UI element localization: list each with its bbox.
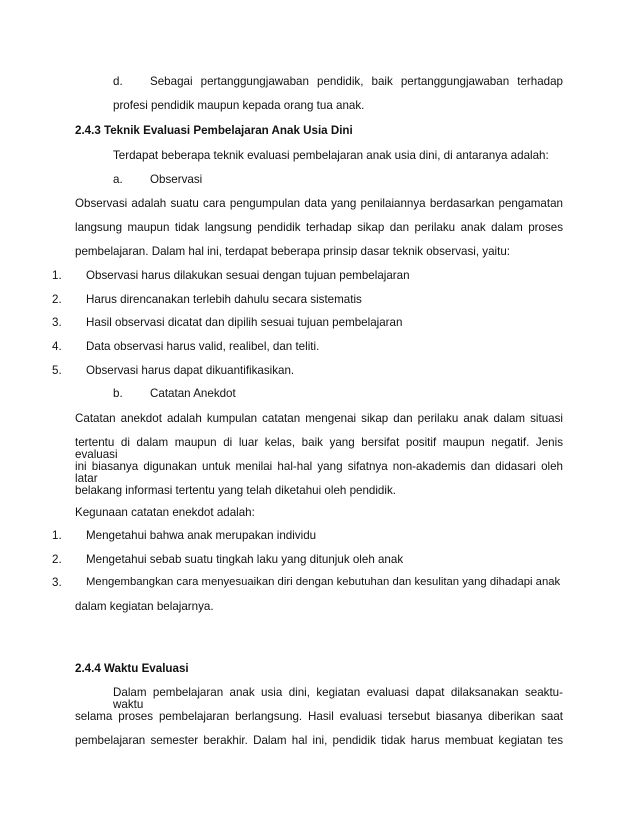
- list-number: 1.: [52, 529, 62, 542]
- list-marker: a.: [113, 173, 123, 186]
- section-heading: 2.4.3 Teknik Evaluasi Pembelajaran Anak Usia Dini: [75, 124, 353, 137]
- list-item: Hasil observasi dicatat dan dipilih sesuai tujuan pembelajaran: [86, 316, 403, 329]
- paragraph-line: Sebagai pertanggungjawaban pendidik, baik pertanggungjawaban terhadap: [150, 75, 563, 88]
- list-marker: b.: [113, 387, 123, 400]
- list-number: 3.: [52, 316, 62, 329]
- paragraph-line: Catatan anekdot adalah kumpulan catatan mengenai sikap dan perilaku anak dalam situasi: [75, 412, 563, 425]
- list-item: Observasi harus dapat dikuantifikasikan.: [86, 364, 295, 377]
- paragraph-line: dalam kegiatan belajarnya.: [75, 600, 214, 613]
- list-marker: d.: [113, 75, 123, 88]
- paragraph-line: Dalam pembelajaran anak usia dini, kegiatan evaluasi dapat dilaksanakan seaktu-waktu: [113, 686, 563, 711]
- paragraph-line: pembelajaran semester berakhir. Dalam hal ini, pendidik tidak harus membuat kegiatan tes: [75, 734, 563, 747]
- paragraph-line: langsung maupun tidak langsung pendidik terhadap sikap dan perilaku anak dalam proses: [75, 221, 563, 234]
- list-item: Harus direncanakan terlebih dahulu secara sistematis: [86, 293, 362, 306]
- list-number: 3.: [52, 576, 62, 589]
- paragraph-line: Kegunaan catatan enekdot adalah:: [75, 506, 255, 519]
- paragraph-line: ini biasanya digunakan untuk menilai hal-hal yang sifatnya non-akademis dan didasari oleh latar: [75, 460, 563, 485]
- paragraph-line: Observasi adalah suatu cara pengumpulan data yang penilaiannya berdasarkan pengamatan: [75, 197, 563, 210]
- list-item: Mengetahui sebab suatu tingkah laku yang ditunjuk oleh anak: [86, 553, 404, 566]
- paragraph-line: tertentu di dalam maupun di luar kelas, baik yang bersifat positif maupun negatif. Jenis evaluasi: [75, 436, 563, 461]
- list-number: 1.: [52, 269, 62, 282]
- paragraph-line: Terdapat beberapa teknik evaluasi pembelajaran anak usia dini, di antaranya adalah:: [113, 149, 549, 162]
- section-heading: 2.4.4 Waktu Evaluasi: [75, 662, 189, 675]
- subheading-catatan-anekdot: Catatan Anekdot: [150, 387, 236, 400]
- list-number: 4.: [52, 340, 62, 353]
- paragraph-line: pembelajaran. Dalam hal ini, terdapat beberapa prinsip dasar teknik observasi, yaitu:: [75, 245, 511, 258]
- list-number: 5.: [52, 364, 62, 377]
- paragraph-line: profesi pendidik maupun kepada orang tua anak.: [113, 99, 365, 112]
- paragraph-line: selama proses pembelajaran berlangsung. Hasil evaluasi tersebut biasanya diberikan saat: [75, 710, 563, 723]
- list-item: Mengetahui bahwa anak merupakan individu: [86, 529, 317, 542]
- list-item: Mengembangkan cara menyesuaikan diri dengan kebutuhan dan kesulitan yang dihadapi anak: [86, 576, 561, 588]
- subheading-observasi: Observasi: [150, 173, 203, 186]
- list-item: Data observasi harus valid, realibel, dan teliti.: [86, 340, 320, 353]
- list-item: Observasi harus dilakukan sesuai dengan tujuan pembelajaran: [86, 269, 410, 282]
- list-number: 2.: [52, 553, 62, 566]
- paragraph-line: belakang informasi tertentu yang telah diketahui oleh pendidik.: [75, 484, 396, 497]
- list-number: 2.: [52, 293, 62, 306]
